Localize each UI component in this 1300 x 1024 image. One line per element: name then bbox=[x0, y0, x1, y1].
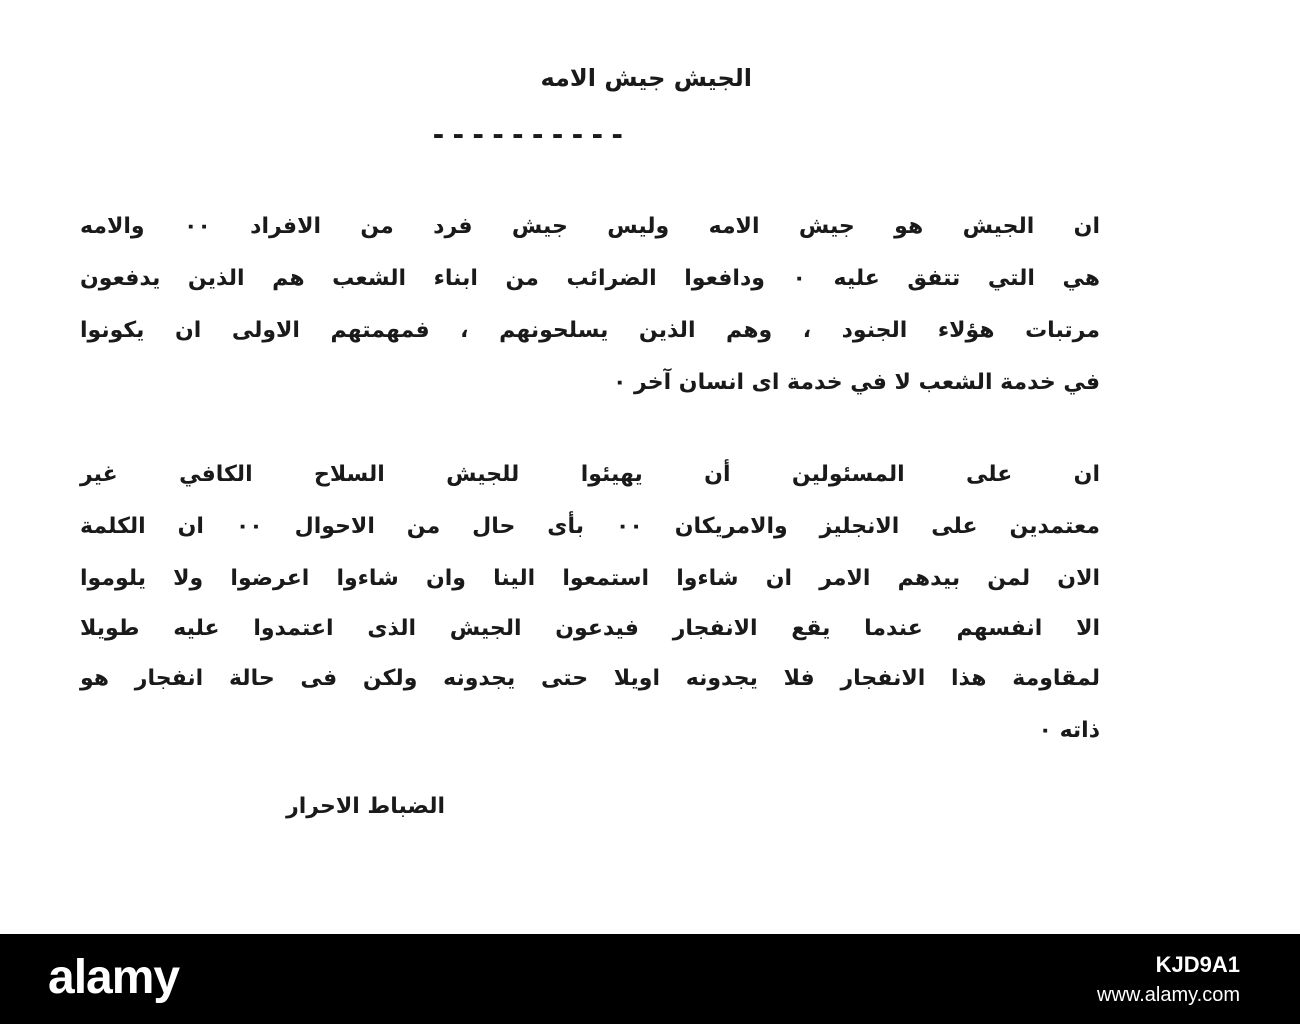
document-title: الجيش جيش الامه bbox=[540, 64, 752, 92]
paragraph-line: لمقاومة هذا الانفجار فلا يجدونه اويلا حتى يجدونه ولكن فى حالة انفجار هو bbox=[80, 666, 1100, 691]
footer-url: www.alamy.com bbox=[1097, 984, 1240, 1006]
paragraph-line: في خدمة الشعب لا في خدمة اى انسان آخر ٠ bbox=[612, 370, 1100, 395]
paragraph-1 bbox=[80, 214, 1100, 422]
paragraph-line: ذاته ٠ bbox=[1038, 718, 1100, 743]
paragraph-2 bbox=[80, 462, 1100, 770]
paragraph-line: معتمدين على الانجليز والامريكان ٠٠ بأى حال من الاحوال ٠٠ ان الكلمة bbox=[80, 514, 1100, 539]
title-divider: ---------- bbox=[430, 118, 629, 151]
image-id: KJD9A1 bbox=[1155, 952, 1240, 977]
brand-logo: alamy bbox=[48, 951, 180, 1004]
paragraph-line: مرتبات هؤلاء الجنود ، وهم الذين يسلحونهم ، فمهمتهم الاولى ان يكونوا bbox=[80, 318, 1100, 343]
paragraph-line: هي التي تتفق عليه ٠ ودافعوا الضرائب من ابناء الشعب هم الذين يدفعون bbox=[80, 266, 1100, 291]
paragraph-line: ان على المسئولين أن يهيئوا للجيش السلاح الكافي غير bbox=[80, 462, 1100, 487]
watermark-footer bbox=[0, 934, 1300, 1024]
paragraph-line: ان الجيش هو جيش الامه وليس جيش فرد من الافراد ٠٠ والامه bbox=[80, 214, 1100, 239]
paragraph-line: الان لمن بيدهم الامر ان شاءوا استمعوا الينا وان شاءوا اعرضوا ولا يلوموا bbox=[80, 566, 1100, 591]
signature: الضباط الاحرار bbox=[286, 794, 445, 819]
paragraph-line: الا انفسهم عندما يقع الانفجار فيدعون الجيش الذى اعتمدوا عليه طويلا bbox=[80, 616, 1100, 641]
